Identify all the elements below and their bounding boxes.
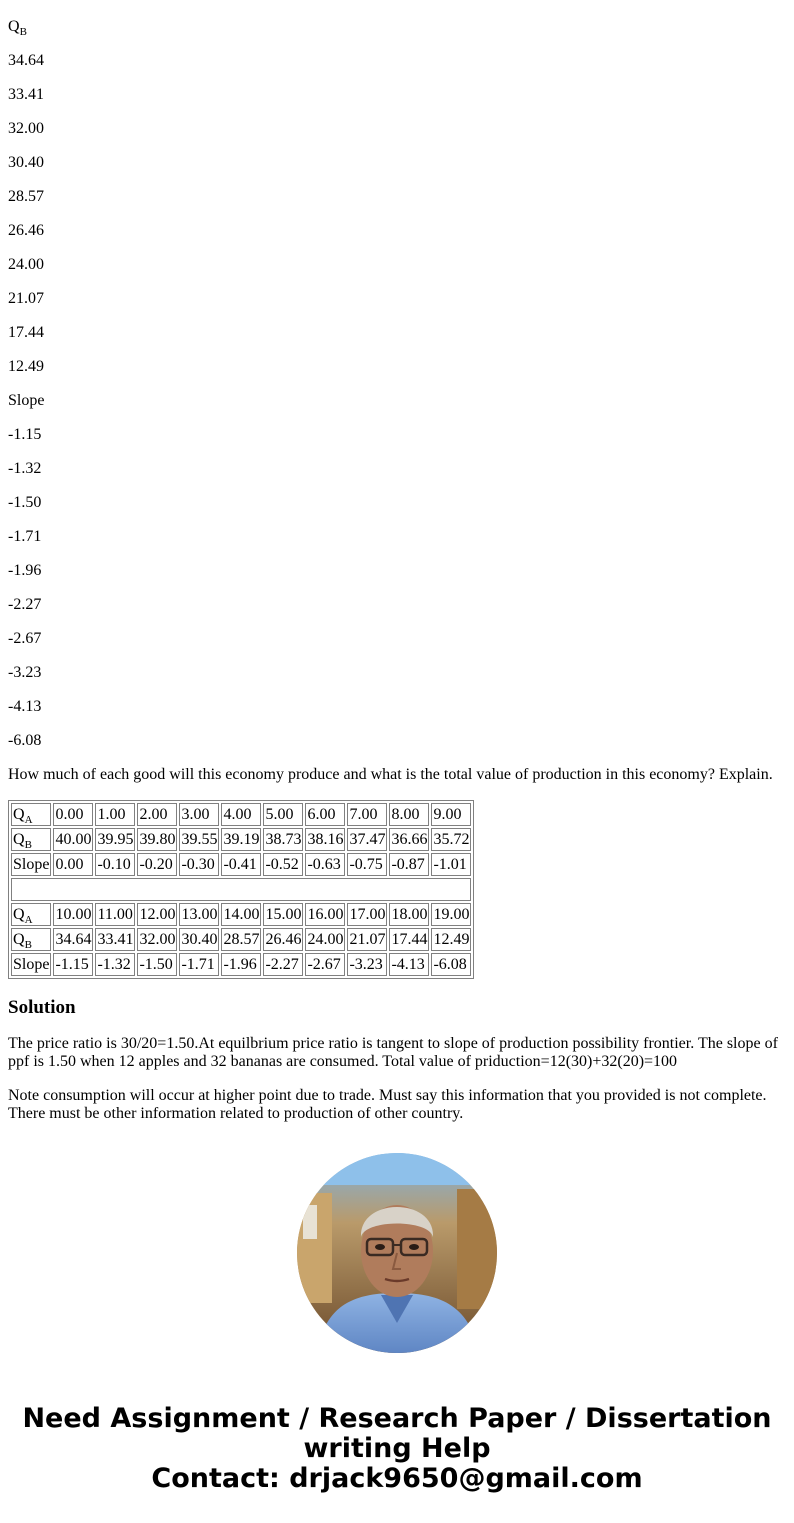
table-cell: 0.00: [53, 853, 93, 876]
author-avatar: [297, 1153, 497, 1353]
table-cell: -0.87: [389, 853, 429, 876]
table-cell: 6.00: [305, 803, 345, 826]
slope-value: -2.27: [8, 596, 42, 613]
table-cell: -2.27: [263, 953, 303, 976]
slope-value: -2.67: [8, 630, 42, 647]
table-cell: 30.40: [179, 928, 219, 951]
row-label-slope: Slope: [11, 953, 51, 976]
slope-value: -1.71: [8, 528, 42, 545]
qb-value: 34.64: [8, 52, 44, 69]
table-cell: 28.57: [221, 928, 261, 951]
table-cell: 1.00: [95, 803, 135, 826]
table-cell: 39.80: [137, 828, 177, 851]
row-label-qb: $Q_B$: [11, 928, 51, 951]
author-portrait-image: [297, 1153, 497, 1353]
table-cell: 39.95: [95, 828, 135, 851]
table-cell: 12.00: [137, 903, 177, 926]
slope-value: -6.08: [8, 732, 42, 749]
table-cell: 17.44: [389, 928, 429, 951]
table-cell: -2.67: [305, 953, 345, 976]
table-cell: 2.00: [137, 803, 177, 826]
table-cell: 38.16: [305, 828, 345, 851]
table-row-qa: [11, 803, 471, 826]
table-cell: 16.00: [305, 903, 345, 926]
contact-banner: [0, 1404, 794, 1494]
table-cell: -3.23: [347, 953, 387, 976]
qb-value: 32.00: [8, 120, 44, 137]
table-row-qb: [11, 828, 471, 851]
row-label-qa: $Q_A$: [11, 903, 51, 926]
row-label-qb: $Q_B$: [11, 828, 51, 851]
table-cell: 13.00: [179, 903, 219, 926]
table-cell: -1.32: [95, 953, 135, 976]
table-cell: -0.52: [263, 853, 303, 876]
slope-value: -1.15: [8, 426, 42, 443]
table-cell: -1.71: [179, 953, 219, 976]
qb-value: 21.07: [8, 290, 44, 307]
table-cell: 32.00: [137, 928, 177, 951]
table-cell: 35.72: [431, 828, 471, 851]
table-cell: 34.64: [53, 928, 93, 951]
solution-paragraph: Note consumption will occur at higher point due to trade. Must say this information that you provided is not complete. There must be other information related to production of other country.: [8, 1087, 767, 1122]
table-cell: 33.41: [95, 928, 135, 951]
qb-value: 28.57: [8, 188, 44, 205]
qb-value: 12.49: [8, 358, 44, 375]
table-cell: -0.41: [221, 853, 261, 876]
table-cell: 40.00: [53, 828, 93, 851]
table-cell: 24.00: [305, 928, 345, 951]
qb-value: 26.46: [8, 222, 44, 239]
slope-header: Slope: [8, 392, 45, 409]
solution-paragraph: The price ratio is 30/20=1.50.At equilbrium price ratio is tangent to slope of production possibility frontier. The slope of ppf is 1.50 when 12 apples and 32 bananas are consumed. Total value of priduction=12(30)+32(20)=100: [8, 1035, 778, 1070]
banner-line: Need Assignment / Research Paper / Dissertation: [22, 1403, 772, 1434]
table-cell: -0.63: [305, 853, 345, 876]
table-cell: -1.96: [221, 953, 261, 976]
qb-value: 17.44: [8, 324, 44, 341]
table-cell: -4.13: [389, 953, 429, 976]
row-label-qa: $Q_A$: [11, 803, 51, 826]
table-cell: 39.55: [179, 828, 219, 851]
table-cell: 8.00: [389, 803, 429, 826]
question-text: How much of each good will this economy produce and what is the total value of production in this economy? Explain.: [8, 766, 773, 783]
solution-heading: Solution: [8, 997, 76, 1018]
table-cell: -1.50: [137, 953, 177, 976]
table-cell: 12.49: [431, 928, 471, 951]
table-row-slope: [11, 953, 471, 976]
table-cell: 37.47: [347, 828, 387, 851]
table-cell: 36.66: [389, 828, 429, 851]
table-row-slope: [11, 853, 471, 876]
table-cell: -0.30: [179, 853, 219, 876]
ppf-table-block-2: [11, 878, 471, 976]
table-block-separator: [11, 878, 471, 901]
table-cell: -6.08: [431, 953, 471, 976]
table-cell: 3.00: [179, 803, 219, 826]
qb-value: 30.40: [8, 154, 44, 171]
slope-value: -1.32: [8, 460, 42, 477]
table-cell: -0.20: [137, 853, 177, 876]
slope-value-list: [8, 426, 786, 750]
table-cell: 0.00: [53, 803, 93, 826]
table-cell: -0.75: [347, 853, 387, 876]
table-cell: 18.00: [389, 903, 429, 926]
table-cell: 10.00: [53, 903, 93, 926]
slope-value: -1.96: [8, 562, 42, 579]
qb-value: 33.41: [8, 86, 44, 103]
table-cell: 7.00: [347, 803, 387, 826]
qb-value: 24.00: [8, 256, 44, 273]
ppf-table: [8, 800, 474, 979]
slope-value: -3.23: [8, 664, 42, 681]
document-body: [8, 0, 786, 1123]
slope-value: -4.13: [8, 698, 42, 715]
qb-header: $Q_B$: [8, 18, 27, 38]
banner-line: writing Help: [303, 1433, 491, 1464]
row-label-slope: Slope: [11, 853, 51, 876]
table-cell: -0.10: [95, 853, 135, 876]
table-cell: 39.19: [221, 828, 261, 851]
table-cell: 4.00: [221, 803, 261, 826]
banner-contact-email[interactable]: Contact: drjack9650@gmail.com: [151, 1463, 643, 1494]
slope-value: -1.50: [8, 494, 42, 511]
ppf-table-block-1: [11, 803, 471, 876]
table-row-qb: [11, 928, 471, 951]
table-cell: -1.15: [53, 953, 93, 976]
table-cell: 26.46: [263, 928, 303, 951]
table-cell: 9.00: [431, 803, 471, 826]
table-cell: 21.07: [347, 928, 387, 951]
table-cell: 14.00: [221, 903, 261, 926]
table-cell: 19.00: [431, 903, 471, 926]
table-cell: -1.01: [431, 853, 471, 876]
table-cell: 15.00: [263, 903, 303, 926]
table-cell: 11.00: [95, 903, 135, 926]
table-cell: 17.00: [347, 903, 387, 926]
table-cell: 38.73: [263, 828, 303, 851]
qb-value-list: [8, 52, 786, 376]
table-cell: 5.00: [263, 803, 303, 826]
table-row-qa: [11, 903, 471, 926]
